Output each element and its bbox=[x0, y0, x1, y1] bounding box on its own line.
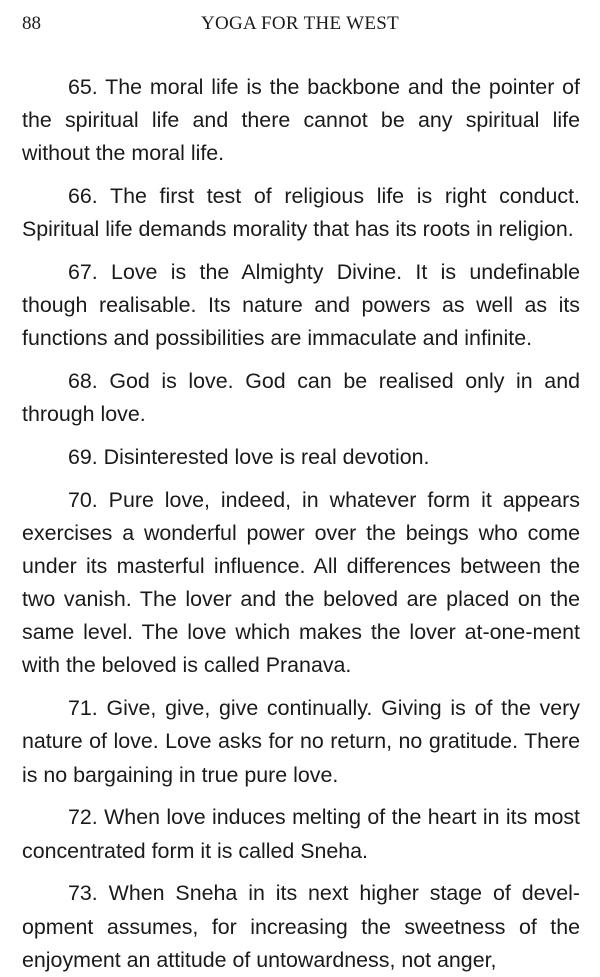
paragraph-68: 68. God is love. God can be realised only in and through love. bbox=[22, 369, 580, 427]
page-number: 88 bbox=[22, 13, 41, 34]
body-text bbox=[22, 71, 580, 977]
paragraph-67: 67. Love is the Almighty Divine. It is undefinable though realisable. Its nature and powers as well as its functions and possibilities are immaculate and infinite. bbox=[22, 260, 580, 351]
paragraph-72: 72. When love induces melting of the heart in its most concentrated form it is called Sneha. bbox=[22, 805, 580, 863]
paragraph-65: 65. The moral life is the backbone and the pointer of the spiritual life and there cannot be any spiritual life without the moral life. bbox=[22, 75, 580, 166]
running-title: YOGA FOR THE WEST bbox=[200, 13, 400, 34]
running-header bbox=[22, 10, 578, 38]
paragraph-73: 73. When Sneha in its next higher stage of development assumes, for increasing the sweetness of the enjoyment an attitude of untowardness, not anger, bbox=[22, 881, 580, 972]
paragraph-66: 66. The first test of religious life is right conduct. Spiritual life demands morality that has its roots in religion. bbox=[22, 184, 580, 242]
paragraph-69: 69. Disinterested love is real devotion. bbox=[68, 445, 430, 470]
paragraph-70: 70. Pure love, indeed, in whatever form it appears exercises a wonderful power over the beings who come under its masterful influence. All differences between the two vanish. The lover and the beloved are placed on the same level. The love which makes the lover at-one-ment with the beloved is called Pranava. bbox=[22, 488, 580, 678]
paragraph-71: 71. Give, give, give continually. Giving is of the very nature of love. Love asks for no return, no gratitude. There is no bargaining in true pure love. bbox=[22, 696, 580, 787]
